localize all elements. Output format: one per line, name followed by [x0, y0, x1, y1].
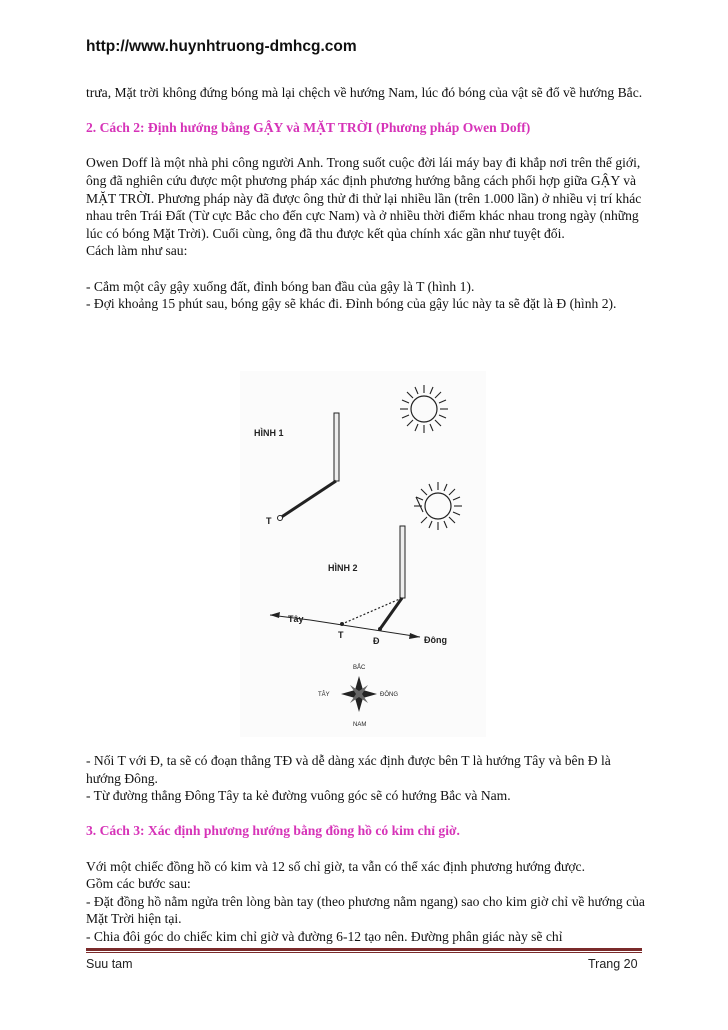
- clock-step-1: - Đặt đồng hồ nằm ngửa trên lòng bàn tay (theo phương nằm ngang) sao cho kim giờ chỉ về hướng của Mặt Trời hiện tại.: [86, 893, 645, 927]
- content-top: [86, 84, 646, 313]
- figure-2-label: HÌNH 2: [328, 563, 358, 573]
- paragraph-continuation: trưa, Mặt trời không đứng bóng mà lại chệch về hướng Nam, lúc đó bóng của vật sẽ đổ về hướng Bắc.: [86, 85, 643, 100]
- sun-icon: [400, 385, 448, 433]
- point-t2-label: T: [338, 630, 344, 640]
- compass-south-label: NAM: [353, 722, 367, 728]
- point-d-label: Đ: [373, 636, 380, 646]
- figure-drawing: [240, 371, 486, 737]
- compass-north-label: BẮC: [353, 665, 366, 671]
- section-heading-3: 3. Cách 3: Xác định phương hướng bằng đồng hồ có kim chỉ giờ.: [86, 823, 460, 839]
- step-2: - Đợi khoảng 15 phút sau, bóng gậy sẽ khác đi. Đỉnh bóng của gậy lúc này ta sẽ đặt là Đ (hình 2).: [86, 296, 617, 312]
- footer-divider: [86, 948, 642, 953]
- east-label: Đông: [424, 635, 447, 645]
- point-t-label: T: [266, 516, 272, 526]
- content-bottom: [86, 752, 646, 946]
- paragraph-owen-doff: Owen Doff là một nhà phi công người Anh. Trong suốt cuộc đời lái máy bay đi khắp nơi trên thế giới, ông đã nghiên cứu được một phương pháp xác định phương hướng bằng cách phối hợp giữa GẬY và MẶT TRỜI. Phương pháp này đã được ông thử đi thử lại nhiều lần (trên 1.000 lần) ở nhiều vị trí khác nhau trên Trái Đất (Từ cực Bắc cho đến cực Nam) và ở nhiều thời điểm khác nhau trong ngày (những lúc có bóng Mặt Trời). Cuối cùng, ông đã thu được kết qủa chính xác gần như tuyệt đối.: [86, 155, 642, 241]
- step-1: - Cắm một cây gậy xuống đất, đỉnh bóng ban đầu của gậy là T (hình 1).: [86, 278, 475, 294]
- compass-west-label: TÂY: [318, 692, 330, 698]
- clock-step-2: - Chia đôi góc do chiếc kim chỉ giờ và đường 6-12 tạo nên. Đường phân giác này sẽ chỉ: [86, 928, 563, 944]
- header-url[interactable]: http://www.huynhtruong-dmhcg.com: [86, 38, 357, 55]
- section-heading-2: 2. Cách 2: Định hướng bằng GẬY và MẶT TRỜI (Phương pháp Owen Doff): [86, 120, 531, 136]
- stick-shadow-figure: [240, 371, 486, 737]
- paragraph-method-intro: Cách làm như sau:: [86, 243, 188, 259]
- step-3: - Nối T với Đ, ta sẽ có đoạn thẳng TĐ và dễ dàng xác định được bên T là hướng Tây và bên Đ là hướng Đông.: [86, 753, 611, 786]
- compass-east-label: ĐÔNG: [380, 692, 398, 698]
- stick-1: [278, 413, 340, 521]
- paragraph-clock-intro: Với một chiếc đồng hồ có kim và 12 số chỉ giờ, ta vẫn có thể xác định phương hướng được.: [86, 858, 585, 874]
- step-4: - Từ đường thẳng Đông Tây ta kẻ đường vuông góc sẽ có hướng Bắc và Nam.: [86, 788, 511, 804]
- paragraph-steps-intro: Gồm các bước sau:: [86, 876, 191, 892]
- footer-source: Suu tam: [86, 957, 133, 971]
- figure-1-label: HÌNH 1: [254, 428, 284, 438]
- sun-icon: [414, 482, 462, 530]
- page-number: Trang 20: [588, 957, 638, 971]
- west-label: Tây: [288, 614, 304, 624]
- compass-rose-icon: [341, 676, 377, 712]
